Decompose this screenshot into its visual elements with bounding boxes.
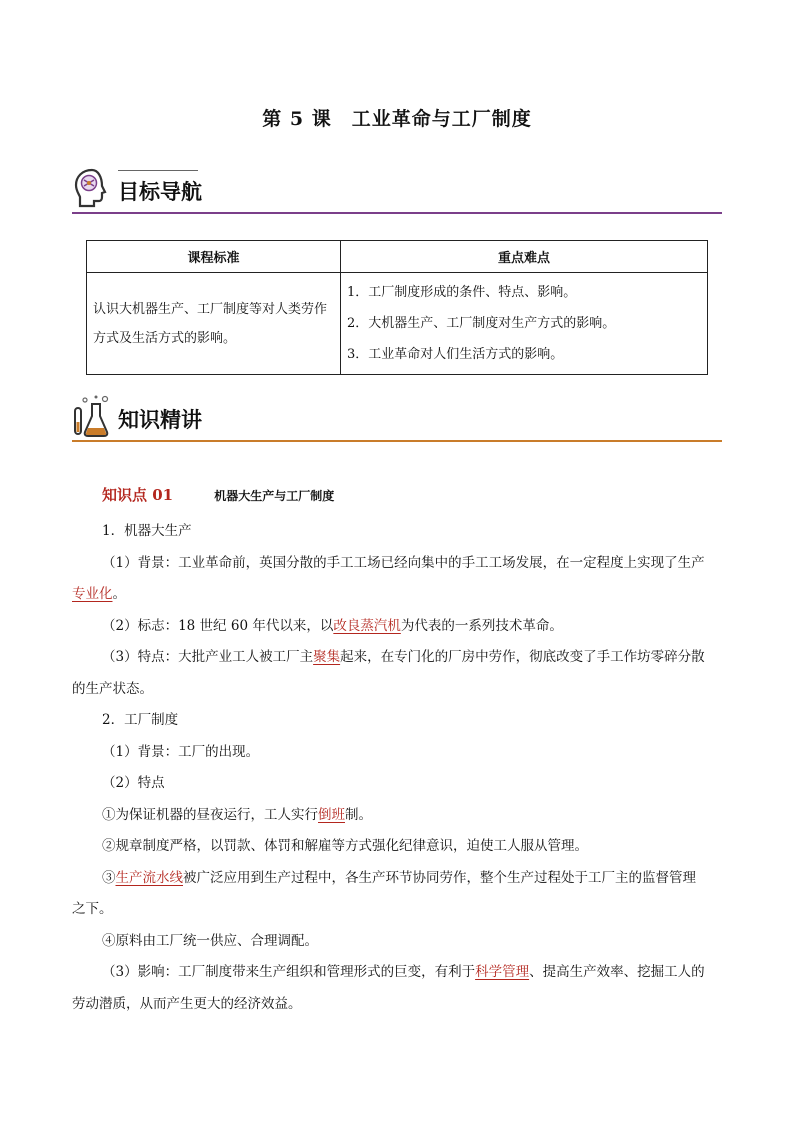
- section-knowledge-header: [72, 394, 722, 442]
- section-goal-divider: [72, 212, 722, 214]
- paragraph: [72, 579, 722, 611]
- keyword-underlined: 聚集: [313, 649, 341, 665]
- text: 制。: [345, 806, 372, 823]
- key-point-item: 1．工厂制度形成的条件、特点、影响。: [347, 285, 577, 300]
- table-header-row: [87, 241, 708, 273]
- text: （1）背景：工业革命前，英国分散的手工工场已经向集中的手工工场发展，在一定程度上实现了生产: [102, 554, 705, 571]
- keyword-underlined: 改良蒸汽机: [333, 617, 401, 634]
- text: （3）影响：工厂制度带来生产组织和管理形式的巨变，有利于: [102, 964, 476, 980]
- paragraph: 劳动潜质，从而产生更大的经济效益。: [72, 995, 302, 1012]
- knowledge-content: [72, 516, 722, 1020]
- paragraph: [72, 548, 722, 580]
- text: （2）标志：18 世纪 60 年代以来，以: [102, 617, 334, 634]
- lab-flask-icon: [72, 394, 112, 438]
- section-goal-header: [72, 166, 722, 214]
- paragraph: 之下。: [72, 901, 113, 917]
- knowledge-point-tag: 知识点 01: [102, 486, 174, 504]
- paragraph: ④原料由工厂统一供应、合理调配。: [102, 932, 318, 949]
- subheading-factory-system: 2．工厂制度: [102, 712, 179, 728]
- paragraph: [72, 611, 722, 643]
- table-row: [87, 273, 708, 375]
- goals-table: [86, 240, 708, 375]
- keyword-underlined: 倒班: [318, 806, 345, 823]
- paragraph: [72, 800, 722, 832]
- keyword-underlined: 专业化: [72, 586, 113, 602]
- paragraph: 的生产状态。: [72, 680, 153, 697]
- course-standard-cell: 认识大机器生产、工厂制度等对人类劳作方式及生活方式的影响。: [87, 273, 341, 375]
- paragraph: ②规章制度严格，以罚款、体罚和解雇等方式强化纪律意识，迫使工人服从管理。: [102, 838, 588, 854]
- key-points-cell: [341, 273, 708, 375]
- header-accent-line: [118, 170, 198, 171]
- paragraph: （2）特点: [102, 775, 165, 791]
- keyword-underlined: 生产流水线: [115, 869, 183, 886]
- paragraph: [72, 642, 722, 674]
- text: ①为保证机器的昼夜运行，工人实行: [102, 806, 318, 823]
- text: （3）特点：大批产业工人被工厂主: [102, 649, 314, 665]
- text: 为代表的一系列技术革命。: [400, 617, 563, 634]
- knowledge-point-heading: [102, 484, 334, 505]
- head-brain-icon: [72, 166, 112, 210]
- paragraph: [72, 863, 722, 895]
- keyword-underlined: 科学管理: [475, 964, 530, 980]
- page-title: 第 5 课 工业革命与工厂制度: [262, 108, 532, 130]
- section-goal-title: 目标导航: [118, 180, 202, 204]
- text: 起来，在专门化的厂房中劳作，彻底改变了手工作坊零碎分散: [340, 649, 705, 665]
- key-point-item: 3．工业革命对人们生活方式的影响。: [347, 347, 564, 362]
- paragraph: （1）背景：工厂的出现。: [102, 743, 260, 760]
- text: 被广泛应用到生产过程中，各生产环节协同劳作，整个生产过程处于工厂主的监督管理: [183, 869, 696, 886]
- section-knowledge-title: 知识精讲: [118, 408, 202, 432]
- text: 。: [112, 586, 126, 602]
- knowledge-point-title: 机器大生产与工厂制度: [214, 489, 335, 503]
- table-header-key-points: 重点难点: [341, 241, 708, 273]
- subheading-machine-production: 1．机器大生产: [102, 523, 192, 539]
- text: 、提高生产效率、挖掘工人的: [529, 964, 705, 980]
- text: ③: [102, 869, 116, 886]
- paragraph: [72, 957, 722, 989]
- table-header-standard: 课程标准: [87, 241, 341, 273]
- key-point-item: 2．大机器生产、工厂制度对生产方式的影响。: [347, 316, 616, 331]
- section-knowledge-divider: [72, 440, 722, 442]
